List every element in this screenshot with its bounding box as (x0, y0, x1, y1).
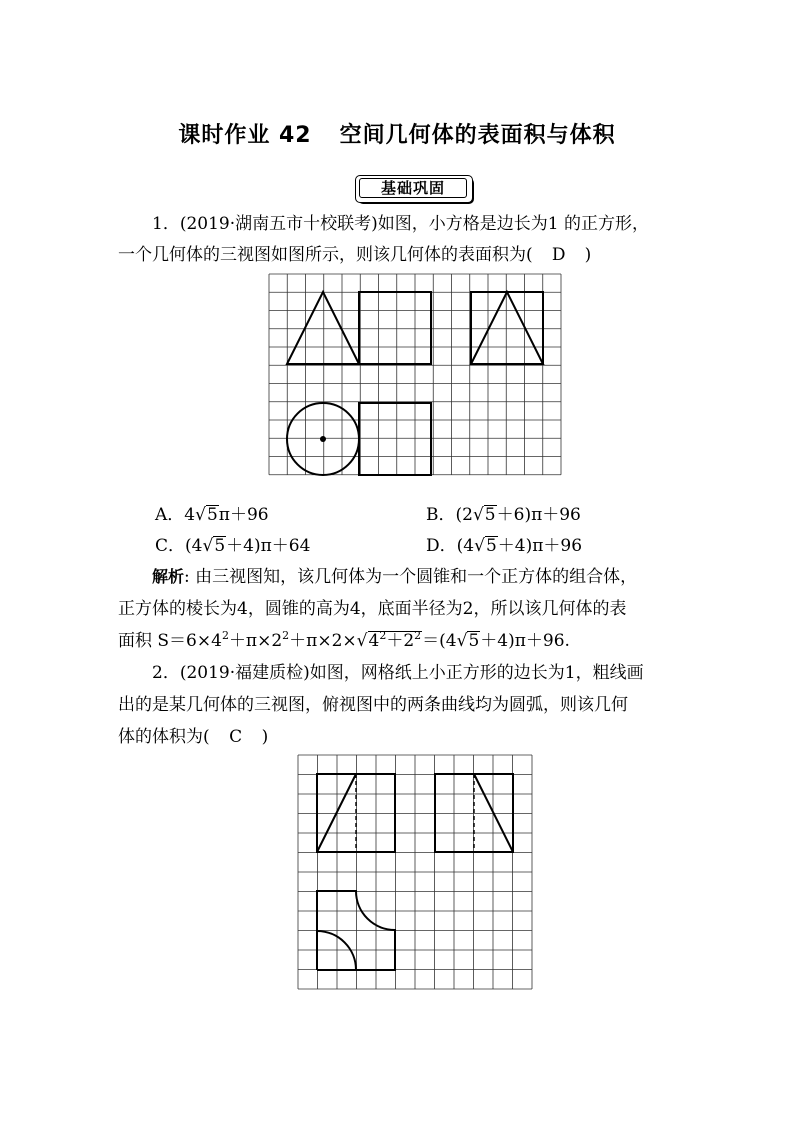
q2-figure (297, 754, 533, 990)
rad-b: ＋2 (386, 631, 415, 651)
q1-line1: 1．(2019·湖南五市十校联考)如图，小方格是边长为1 的正方形， (152, 214, 649, 234)
q2-line3-close: ) (261, 727, 269, 747)
q1-grid (269, 274, 561, 475)
sol-l3-b: ＋π×2 (228, 631, 283, 651)
sup-2: 2 (282, 629, 290, 642)
sqrt-symbol: √5 (195, 505, 218, 525)
q1-solution-line2: 正方体的棱长为4，圆锥的高为4，底面半径为2，所以该几何体的表 (118, 599, 627, 619)
q1-side-view-square (359, 292, 431, 364)
option-a-pre: 4 (184, 505, 196, 525)
q1-figure (268, 272, 564, 478)
title-left: 课时作业 42 (178, 123, 312, 148)
q1-front-triangle (287, 292, 359, 364)
q1-answer: D (551, 245, 566, 265)
sol-l3-d: ＝(4 (422, 631, 457, 651)
q2-grid (298, 755, 532, 989)
q1-option-b (426, 504, 581, 526)
page-title (0, 118, 794, 149)
q1-top-square (359, 403, 431, 475)
q2-answer: C (229, 727, 243, 747)
q2-line2: 出的是某几何体的三视图，俯视图中的两条曲线均为圆弧，则该几何 (118, 695, 628, 715)
option-a-rad: 5 (206, 505, 218, 525)
q1-right-square (471, 292, 543, 364)
sup-2: 2 (379, 629, 387, 642)
q1-option-d (426, 535, 582, 557)
q1-line2 (118, 244, 591, 266)
q1-top-view (287, 403, 431, 475)
section-badge (355, 175, 473, 203)
q2-front-slant (317, 774, 356, 852)
q1-front-view (287, 292, 359, 364)
badge-label: 基础巩固 (359, 178, 467, 198)
title-right: 空间几何体的表面积与体积 (339, 123, 616, 148)
q2-line1: 2．(2019·福建质检)如图，网格纸上小正方形的边长为1，粗线画 (152, 663, 644, 683)
sup-2: 2 (221, 629, 229, 642)
q1-line2-text: 一个几何体的三视图如图所示，则该几何体的表面积为( (118, 245, 533, 265)
option-c-label: C． (155, 536, 186, 556)
option-d-label: D． (426, 536, 457, 556)
q1-solution-line3 (118, 630, 570, 652)
q1-line2-close: ) (584, 245, 592, 265)
q1-option-a (155, 504, 269, 526)
q1-right-view (471, 292, 543, 364)
sqrt-radicand (368, 631, 423, 650)
option-d-post: ＋4)π＋96 (497, 536, 583, 556)
rad-a: 4 (368, 631, 380, 651)
option-b-post: ＋6)π＋96 (496, 505, 581, 525)
q2-line3 (118, 726, 268, 748)
sol-l3-c: ＋π×2× (289, 631, 357, 651)
sqrt-symbol: $√4^2+2^2$ (356, 629, 422, 651)
sol-l3-a: 面积 S＝6×4 (118, 631, 222, 651)
sup-2: 2 (414, 629, 422, 642)
q1-right-triangle (471, 292, 543, 364)
q1-option-c (155, 535, 310, 557)
option-c-pre: (4 (185, 536, 203, 556)
sqrt-symbol: √5 (456, 631, 480, 651)
q1-solution-line1 (152, 566, 637, 588)
sol-l3-e: ＋4)π＋96. (480, 631, 570, 651)
option-b-pre: (2 (455, 505, 473, 525)
sqrt-symbol: √5 (474, 536, 497, 556)
option-a-label: A． (155, 505, 185, 525)
option-c-post: ＋4)π＋64 (226, 536, 311, 556)
sqrt-symbol: √5 (202, 536, 226, 556)
option-d-pre: (4 (456, 536, 475, 556)
option-b-rad: 5 (484, 505, 496, 525)
option-d-rad: 5 (485, 536, 497, 556)
rad-2: 5 (468, 631, 480, 651)
sqrt-symbol: √5 (472, 505, 496, 525)
q1-circle-center-dot (320, 436, 326, 442)
q2-line3-text: 体的体积为( (118, 727, 210, 747)
solution-keyword: 解析 (152, 567, 185, 586)
option-b-label: B． (426, 505, 456, 525)
option-c-rad: 5 (214, 536, 226, 556)
q2-side-slant (474, 774, 513, 852)
solution-line1-text: : 由三视图知，该几何体为一个圆锥和一个正方体的组合体， (184, 567, 638, 587)
option-a-post: π＋96 (218, 505, 269, 525)
